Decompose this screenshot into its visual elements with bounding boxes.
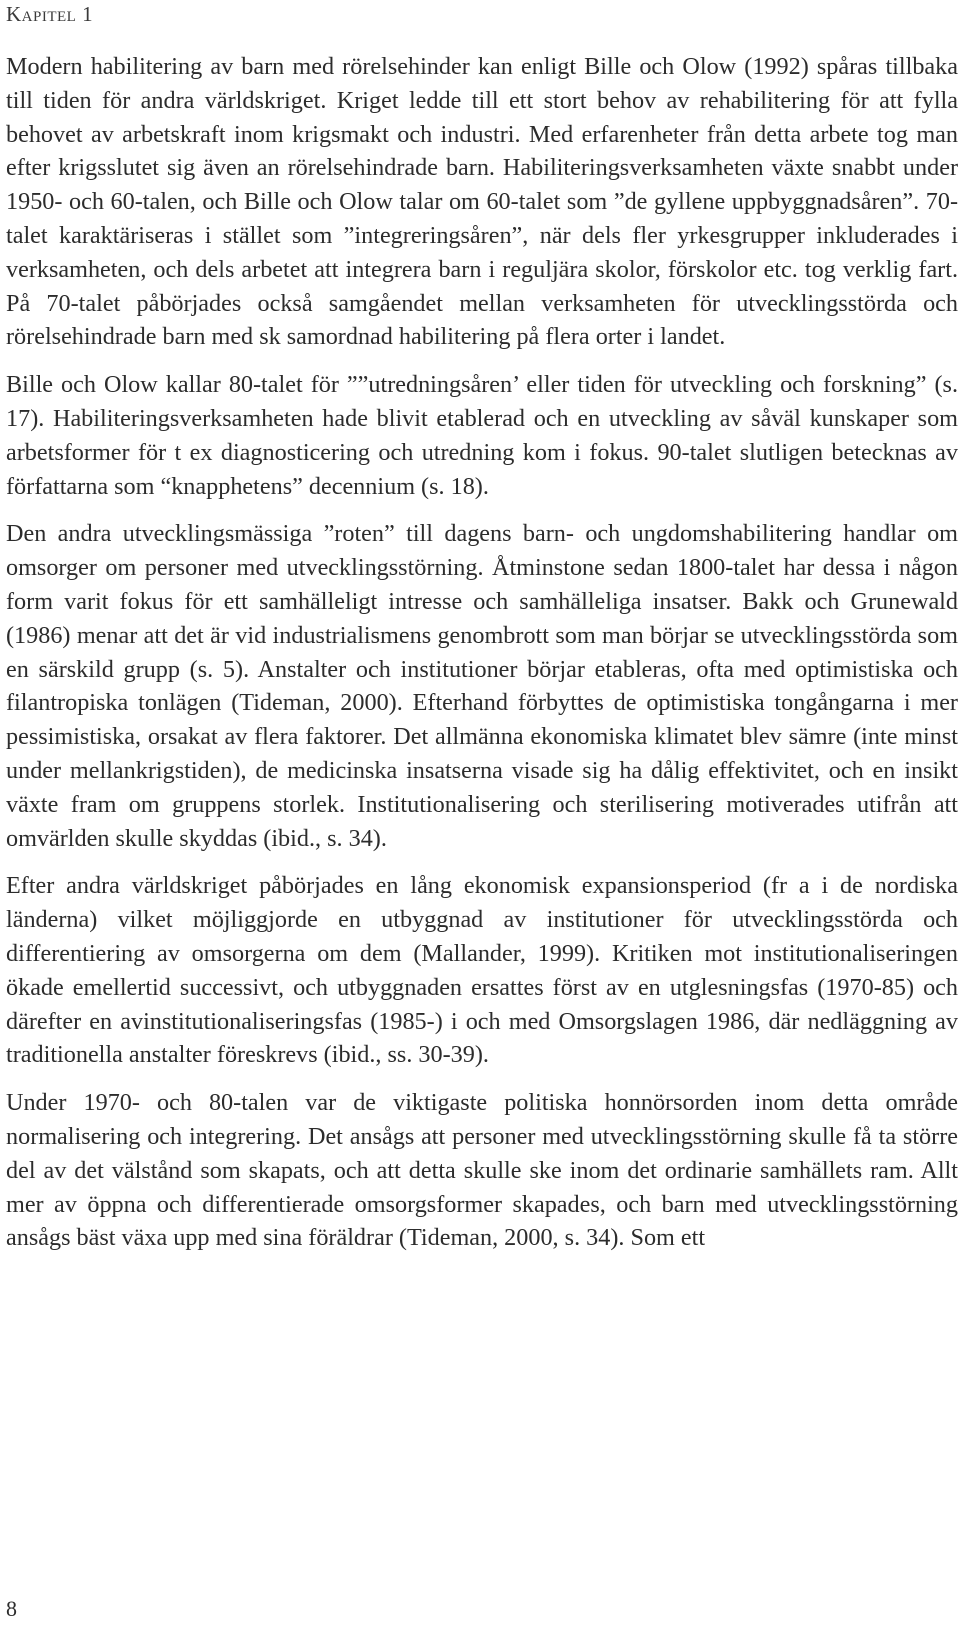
- paragraph: Modern habilitering av barn med rörelsehinder kan enligt Bille och Olow (1992) spåras tillbaka till tiden för andra världskriget. Kriget ledde till ett stort behov av rehabilitering för att fylla behovet av arbetskraft inom krigsmakt och industri. Med erfarenheter från detta arbete tog man efter krigsslutet sig även an rörelsehindrade barn. Habiliteringsverksamheten växte snabbt under 1950- och 60-talen, och Bille och Olow talar om 60-talet som ”de gyllene uppbyggnadsåren”. 70-talet karaktäriseras i stället som ”integreringsåren”, när dels fler yrkesgrupper inkluderades i verksamheten, och dels arbetet att integrera barn i reguljära skolor, förskolor etc. tog verklig fart. På 70-talet påbörjades också samgåendet mellan verksamheten för utvecklingsstörda och rörelsehindrade barn med sk samordnad habilitering på flera orter i landet.: [6, 53, 958, 351]
- paragraph: Bille och Olow kallar 80-talet för ””utredningsåren’ eller tiden för utveckling och forskning” (s. 17). Habiliteringsverksamheten hade blivit etablerad och en utveckling av såväl kunskaper som arbetsformer för t ex diagnosticering och utredning kom i fokus. 90-talet slutligen betecknas av författarna som “knapphetens” decennium (s. 18).: [6, 371, 958, 500]
- body-text: [6, 50, 958, 1269]
- paragraph: Den andra utvecklingsmässiga ”roten” till dagens barn- och ungdomshabilitering handlar om omsorger om personer med utvecklingsstörning. Åtminstone sedan 1800-talet har dessa i någon form varit fokus för ett samhälleligt intresse och samhälleliga insatser. Bakk och Grunewald (1986) menar att det är vid industrialismens genombrott som man börjar se utvecklingsstörda som en särskild grupp (s. 5). Anstalter och institutioner börjar etableras, ofta med optimistiska och filantropiska tonlägen (Tideman, 2000). Efterhand förbyttes de optimistiska tongångarna i mer pessimistiska, orsakat av flera faktorer. Det allmänna ekonomiska klimatet blev sämre (inte minst under mellankrigstiden), de medicinska insatserna visade sig ha dålig effektivitet, och en insikt växte fram om gruppens storlek. Institutionalisering och sterilisering motiverades utifrån att omvärlden skulle skyddas (ibid., s. 34).: [6, 520, 958, 852]
- paragraph: Under 1970- och 80-talen var de viktigaste politiska honnörsorden inom detta område normalisering och integrering. Det ansågs att personer med utvecklingsstörning skulle få ta större del av det välstånd som skapats, och att detta skulle ske inom det ordinarie samhällets ram. Allt mer av öppna och differentierade omsorgsformer skapades, och barn med utvecklingsstörning ansågs bäst växa upp med sina föräldrar (Tideman, 2000, s. 34). Som ett: [6, 1089, 958, 1252]
- chapter-heading: Kapitel 1: [6, 2, 94, 26]
- paragraph: Efter andra världskriget påbörjades en lång ekonomisk expansionsperiod (fr a i de nordiska länderna) vilket möjliggjorde en utbyggnad av institutioner för utvecklingsstörda och differentiering av omsorgerna om dem (Mallander, 1999). Kritiken mot institutionaliseringen ökade emellertid successivt, och utbyggnaden ersattes först av en utglesningsfas (1970-85) och därefter en avinstitutionaliseringsfas (1985-) i och med Omsorgslagen 1986, där nedläggning av traditionella anstalter föreskrevs (ibid., ss. 30-39).: [6, 872, 958, 1069]
- page-number: 8: [6, 1596, 17, 1621]
